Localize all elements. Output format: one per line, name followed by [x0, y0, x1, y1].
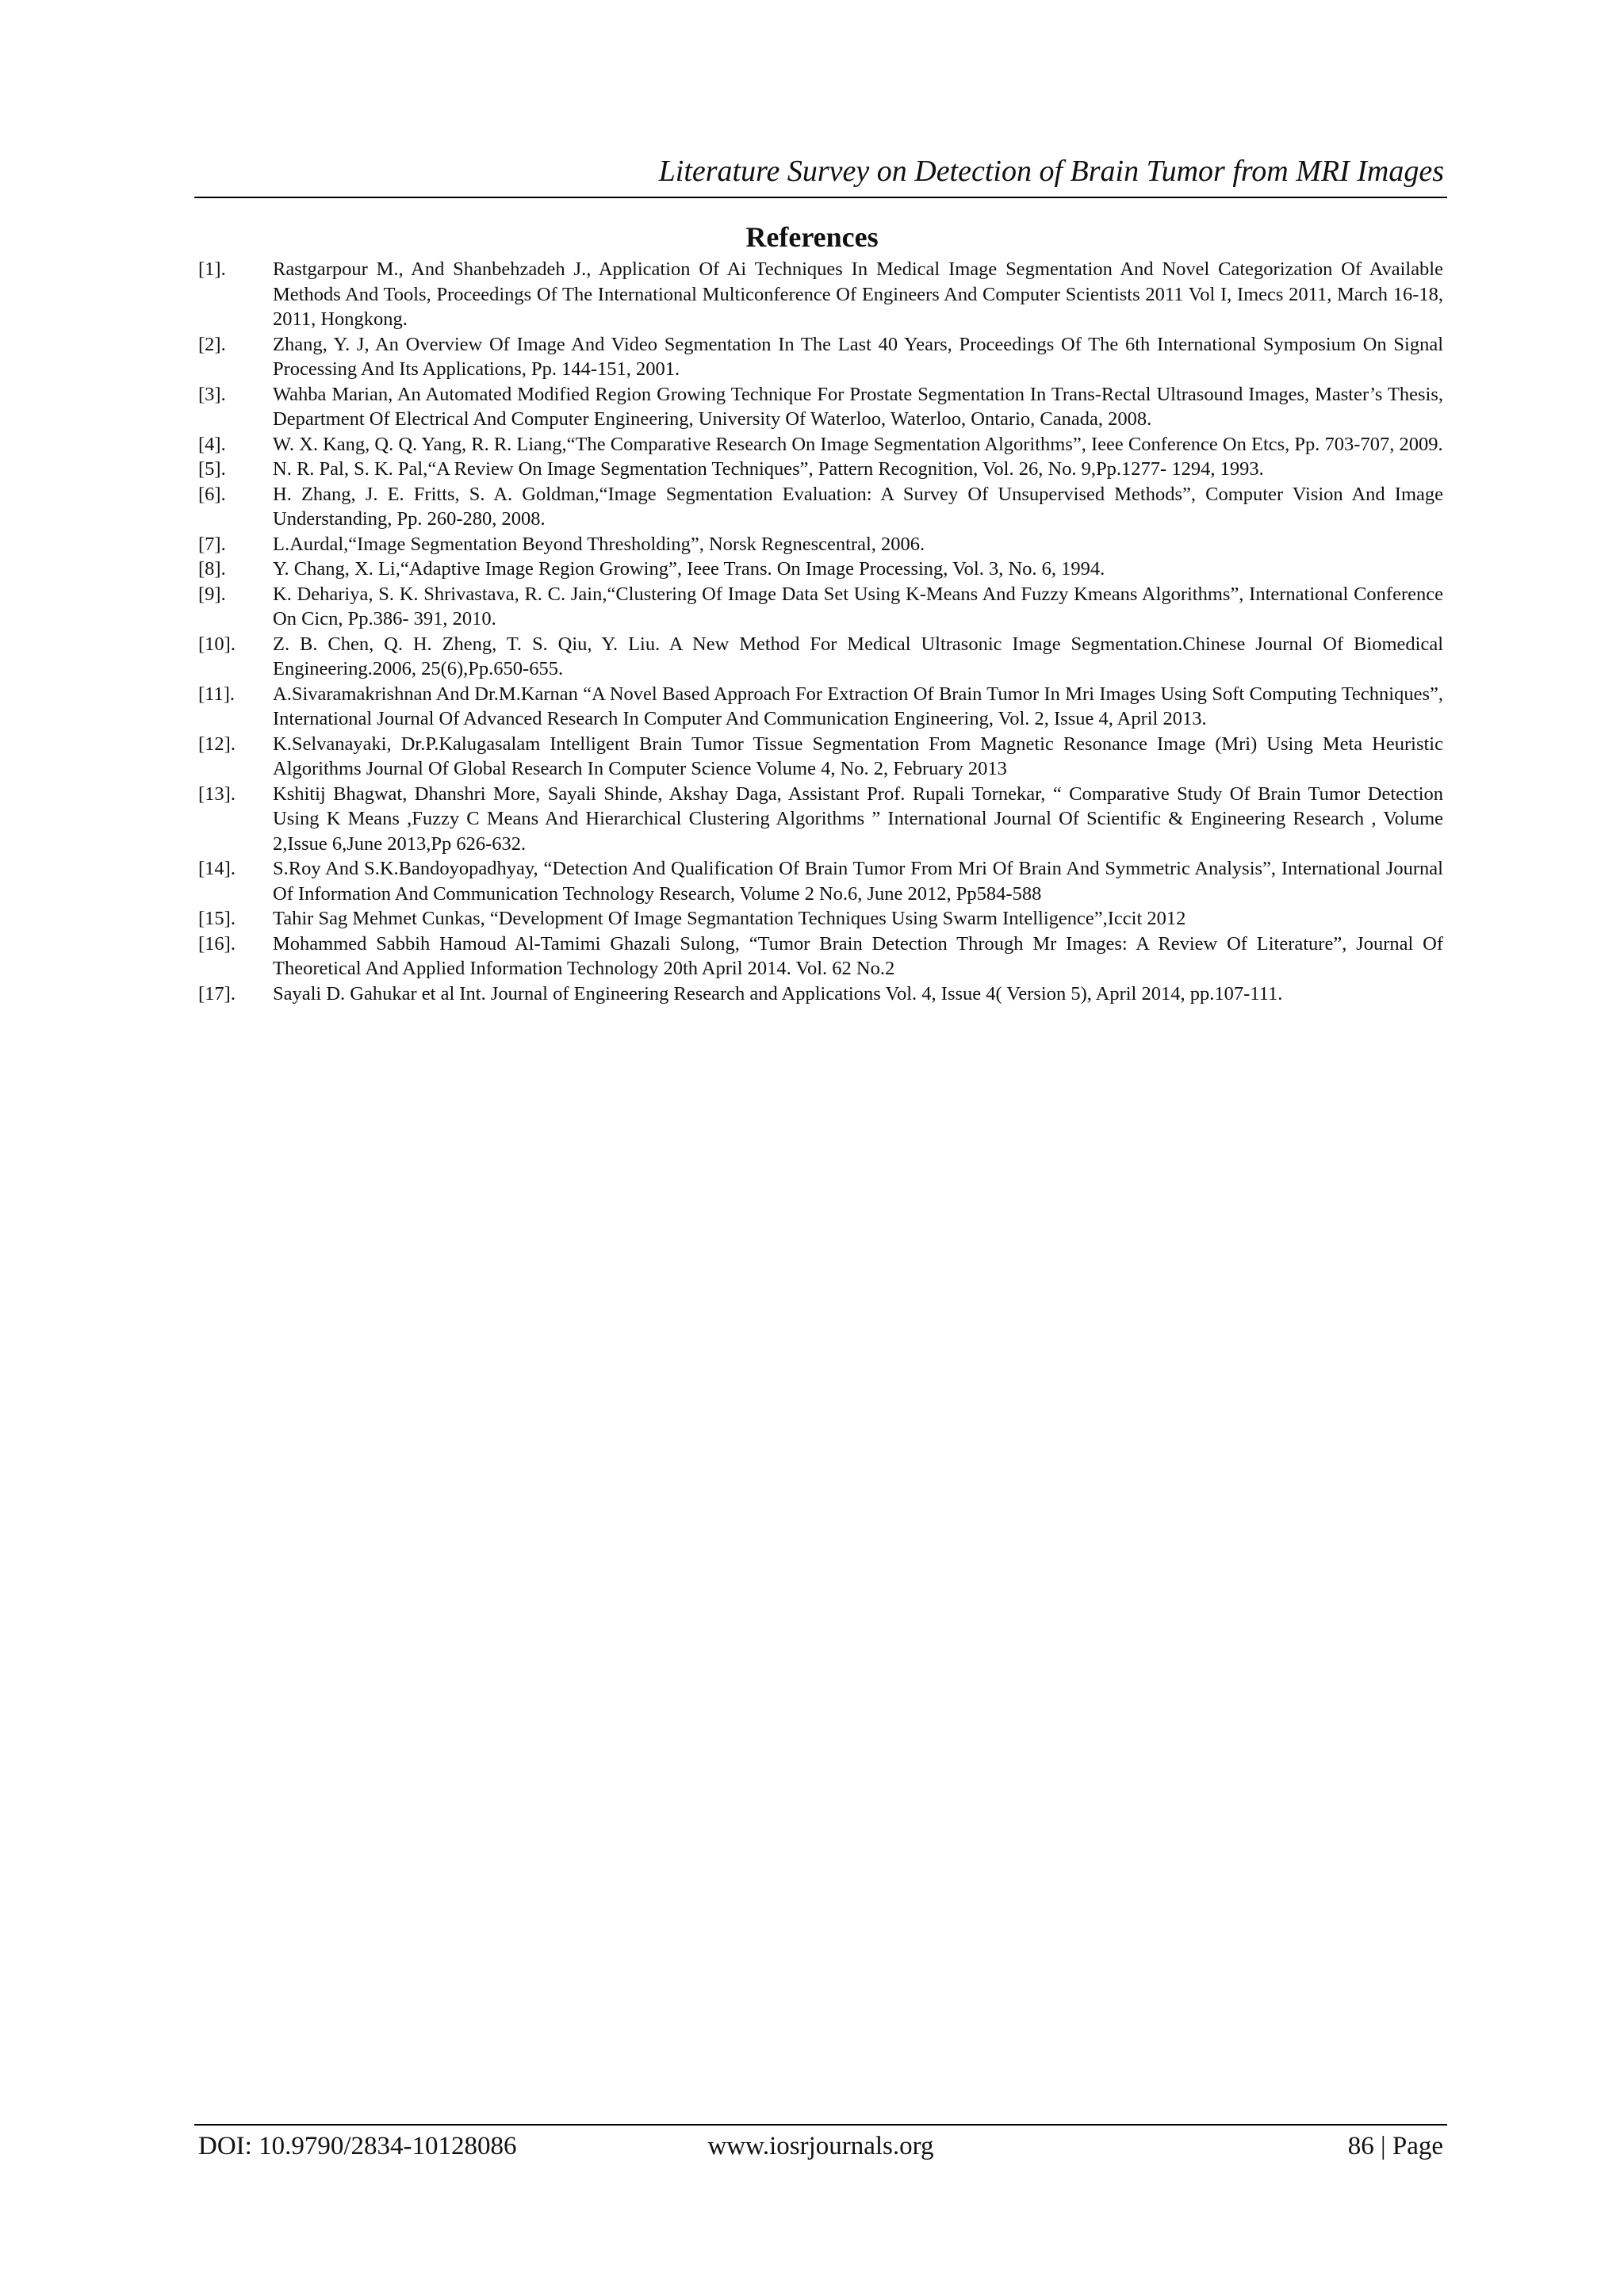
- reference-text: A.Sivaramakrishnan And Dr.M.Karnan “A Novel Based Approach For Extraction Of Brain Tumor In Mri Images Using Soft Computing Techniques”, International Journal Of Advanced Research In Computer And Communication Engineering, Vol. 2, Issue 4, April 2013.: [273, 683, 1443, 729]
- reference-item: [198, 332, 1443, 382]
- reference-text: K. Dehariya, S. K. Shrivastava, R. C. Jain,“Clustering Of Image Data Set Using K-Means And Fuzzy Kmeans Algorithms”, International Conference On Cicn, Pp.386- 391, 2010.: [273, 583, 1443, 629]
- reference-item: [198, 582, 1443, 632]
- reference-item: [198, 906, 1443, 932]
- reference-text: Mohammed Sabbih Hamoud Al-Tamimi Ghazali Sulong, “Tumor Brain Detection Through Mr Images: A Review Of Literature”, Journal Of Theoretical And Applied Information Technology 20th April 2014. Vol. 62 No.2: [273, 932, 1443, 979]
- reference-number: [2].: [198, 333, 226, 355]
- reference-item: [198, 482, 1443, 532]
- reference-number: [10].: [198, 633, 236, 655]
- reference-text: L.Aurdal,“Image Segmentation Beyond Thresholding”, Norsk Regnescentral, 2006.: [273, 533, 925, 555]
- references-heading: References: [745, 221, 879, 253]
- running-title: Literature Survey on Detection of Brain Tumor from MRI Images: [658, 155, 1444, 188]
- reference-text: Zhang, Y. J, An Overview Of Image And Video Segmentation In The Last 40 Years, Proceedings Of The 6th International Symposium On Signal Processing And Its Applications, Pp. 144-151, 2001.: [273, 333, 1443, 380]
- reference-number: [4].: [198, 433, 226, 455]
- reference-item: [198, 782, 1443, 857]
- reference-text: Rastgarpour M., And Shanbehzadeh J., Application Of Ai Techniques In Medical Image Segmentation And Novel Categorization Of Available Methods And Tools, Proceedings Of The International Multiconference Of Engineers And Computer Scientists 2011 Vol I, Imecs 2011, March 16-18, 2011, Hongkong.: [273, 258, 1443, 330]
- reference-number: [9].: [198, 583, 226, 605]
- reference-number: [1].: [198, 258, 226, 280]
- page-header: [194, 152, 1447, 198]
- reference-item: [198, 382, 1443, 432]
- reference-number: [5].: [198, 458, 226, 480]
- reference-text: K.Selvanayaki, Dr.P.Kalugasalam Intelligent Brain Tumor Tissue Segmentation From Magnetic Resonance Image (Mri) Using Meta Heuristic Algorithms Journal Of Global Research In Computer Science Volume 4, No. 2, February 2013: [273, 733, 1443, 779]
- reference-item: [198, 632, 1443, 682]
- reference-text: W. X. Kang, Q. Q. Yang, R. R. Liang,“The Comparative Research On Image Segmentation Algorithms”, Ieee Conference On Etcs, Pp. 703-707, 2009.: [273, 433, 1443, 455]
- reference-number: [6].: [198, 483, 226, 505]
- reference-item: [198, 982, 1443, 1007]
- reference-item: [198, 932, 1443, 982]
- reference-number: [16].: [198, 932, 236, 955]
- reference-text: Sayali D. Gahukar et al Int. Journal of Engineering Research and Applications Vol. 4, Issue 4( Version 5), April 2014, pp.107-111.: [273, 982, 1283, 1004]
- reference-item: [198, 856, 1443, 906]
- reference-text: S.Roy And S.K.Bandoyopadhyay, “Detection And Qualification Of Brain Tumor From Mri Of Brain And Symmetric Analysis”, International Journal Of Information And Communication Technology Research, Volume 2 No.6, June 2012, Pp584-588: [273, 858, 1443, 905]
- reference-text: Wahba Marian, An Automated Modified Region Growing Technique For Prostate Segmentation In Trans-Rectal Ultrasound Images, Master’s Thesis, Department Of Electrical And Computer Engineering, University Of Waterloo, Waterloo, Ontario, Canada, 2008.: [273, 383, 1443, 430]
- reference-text: Z. B. Chen, Q. H. Zheng, T. S. Qiu, Y. Liu. A New Method For Medical Ultrasonic Image Segmentation.Chinese Journal Of Biomedical Engineering.2006, 25(6),Pp.650-655.: [273, 633, 1443, 679]
- reference-text: Tahir Sag Mehmet Cunkas, “Development Of Image Segmantation Techniques Using Swarm Intelligence”,Iccit 2012: [273, 908, 1186, 929]
- reference-item: [198, 682, 1443, 732]
- reference-number: [15].: [198, 908, 236, 929]
- reference-text: H. Zhang, J. E. Fritts, S. A. Goldman,“Image Segmentation Evaluation: A Survey Of Unsupervised Methods”, Computer Vision And Image Understanding, Pp. 260-280, 2008.: [273, 483, 1443, 530]
- reference-item: [198, 257, 1443, 332]
- page-footer: [194, 2124, 1447, 2173]
- reference-item: [198, 732, 1443, 782]
- reference-number: [3].: [198, 383, 226, 405]
- references-list: [198, 257, 1443, 1006]
- reference-number: [8].: [198, 558, 226, 580]
- reference-item: [198, 432, 1443, 457]
- reference-number: [11].: [198, 683, 236, 705]
- reference-item: [198, 532, 1443, 557]
- reference-number: [13].: [198, 783, 236, 805]
- reference-text: Kshitij Bhagwat, Dhanshri More, Sayali Shinde, Akshay Daga, Assistant Prof. Rupali Tornekar, “ Comparative Study Of Brain Tumor Detection Using K Means ,Fuzzy C Means And Hierarchical Clustering Algorithms ” International Journal Of Scientific & Engineering Research , Volume 2,Issue 6,June 2013,Pp 626-632.: [273, 783, 1443, 855]
- reference-number: [14].: [198, 858, 236, 879]
- footer-website: www.iosrjournals.org: [707, 2132, 934, 2160]
- footer-doi: DOI: 10.9790/2834-10128086: [198, 2132, 517, 2160]
- reference-number: [7].: [198, 533, 226, 555]
- reference-number: [12].: [198, 733, 236, 755]
- reference-text: Y. Chang, X. Li,“Adaptive Image Region Growing”, Ieee Trans. On Image Processing, Vol. 3, No. 6, 1994.: [273, 558, 1105, 580]
- reference-number: [17].: [198, 982, 236, 1004]
- reference-text: N. R. Pal, S. K. Pal,“A Review On Image Segmentation Techniques”, Pattern Recognition, Vol. 26, No. 9,Pp.1277- 1294, 1993.: [273, 458, 1264, 480]
- reference-item: [198, 557, 1443, 582]
- footer-page-number: 86 | Page: [1347, 2132, 1443, 2160]
- reference-item: [198, 457, 1443, 482]
